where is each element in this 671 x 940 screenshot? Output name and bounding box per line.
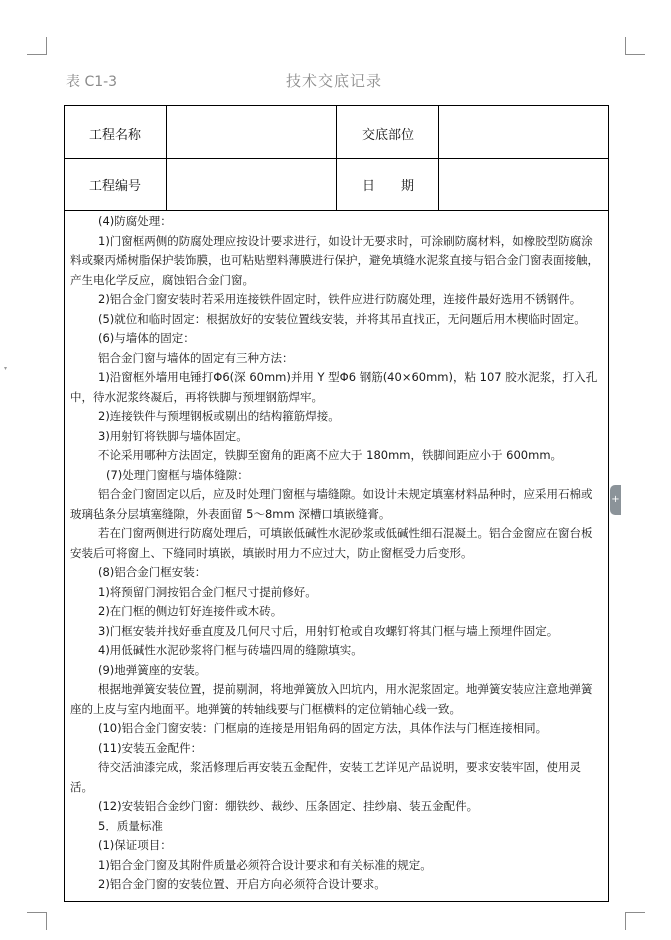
content-paragraph: (8)铝合金门框安装： [98,565,207,579]
content-paragraph: (11)安装五金配件： [98,740,203,755]
crop-mark-top-right [625,37,645,55]
col-divider-1 [166,106,167,210]
document-title: 技术交底记录 [286,72,383,90]
col-divider-3 [438,106,439,210]
content-paragraph: 根据地弹簧安装位置，提前剔洞，将地弹簧放入凹坑内，用水泥浆固定。地弹簧安装应注意地弹簧座的上皮与室内地面平。地弹簧的转轴线要与门框横料的定位销轴心线一致。 [70,682,593,716]
content-paragraph: (10)铝合金门窗安装：门框扇的连接是用铝角码的固定方法，具体作法与门框连接相同。 [98,721,548,735]
content-paragraph: 待交活油漆完成，浆活修理后再安装五金配件，安装工艺详见产品说明，要求安装牢固，使用灵活。 [70,760,581,794]
content-paragraph: 若在门窗两侧进行防腐处理后，可填嵌低碱性水泥砂浆或低碱性细石混凝土。铝合金窗应在窗台板安装后可将窗上、下缝同时填嵌，填嵌时用力不应过大，防止窗框受力后变形。 [70,526,593,560]
content-paragraph: 铝合金门窗与墙体的固定有三种方法： [98,350,294,365]
content-paragraph: (1)保证项目： [98,838,172,852]
content-paragraph: 2)铝合金门窗安装时若采用连接铁件固定时，铁件应进行防腐处理，连接件最好选用不锈钢件。 [98,292,582,306]
content-paragraph: 3)门框安装并找好垂直度及几何尺寸后，用射钉枪或自攻螺钉将其门框与墙上预埋件固定。 [98,623,559,638]
crop-mark-bottom-right [625,912,645,930]
content-paragraph: 不论采用哪种方法固定，铁脚至窗角的距离不应大于 180mm，铁脚间距应小于 600mm。 [98,448,563,462]
location-label: 交底部位 [362,128,415,143]
crop-mark-top-left [27,37,47,55]
content-paragraph: 铝合金门窗固定以后，应及时处理门窗框与墙缝隙。如设计未规定填塞材料品种时，应采用石棉或玻璃毡条分层填塞缝隙，外表面留 5～8mm 深槽口填嵌缝膏。 [70,487,593,521]
content-paragraph: 5．质量标准 [98,818,163,833]
content-paragraph: (7)处理门窗框与墙体缝隙： [106,467,249,482]
content-paragraph: 2)在门框的侧边钉好连接件或木砖。 [98,604,283,618]
content-paragraph: 1)将预留门洞按铝合金门框尺寸提前修好。 [98,584,317,599]
collapse-marker-icon[interactable]: ▾ [4,365,8,372]
content-paragraph: 1)门窗框两侧的防腐处理应按设计要求进行，如设计无要求时，可涂刷防腐材料，如橡胶型防腐涂料或聚丙烯树脂保护装饰膜，也可粘贴塑料薄膜进行保护，避免填缝水泥浆直接与铝合金门窗表面接触，产生电化学反应，腐蚀铝合金门窗。 [70,233,599,287]
content-paragraph: (6)与墙体的固定： [98,331,195,345]
project-name-label: 工程名称 [89,128,142,143]
disclosure-content [70,212,601,895]
col-divider-2 [336,106,337,210]
crop-mark-bottom-left [27,912,47,930]
content-paragraph: (12)安装铝合金纱门窗：绷铁纱、裁纱、压条固定、挂纱扇、装五金配件。 [98,799,479,813]
row-divider-2 [65,210,608,211]
content-paragraph: (9)地弹簧座的安装。 [98,662,207,677]
content-paragraph: 2)连接铁件与预埋钢板或剔出的结构箍筋焊接。 [98,409,340,423]
content-paragraph: (5)就位和临时固定：根据放好的安装位置线安装，并将其吊直找正，无问题后用木楔临时固定。 [98,311,586,326]
project-number-label: 工程编号 [89,179,142,194]
date-label: 日 期 [362,179,415,194]
content-paragraph: 3)用射钉将铁脚与墙体固定。 [98,428,248,443]
content-paragraph: (4)防腐处理： [98,214,172,228]
content-paragraph: 2)铝合金门窗的安装位置、开启方向必须符合设计要求。 [98,877,386,891]
side-expand-tab[interactable]: + [610,485,621,515]
content-paragraph: 4)用低碱性水泥砂浆将门框与砖墙四周的缝隙填实。 [98,643,363,657]
form-code: 表 C1-3 [66,74,118,90]
content-paragraph: 1)沿窗框外墙用电锤打Φ6(深 60mm)并用 Y 型Φ6 钢筋(40×60mm)，粘 107 胶水泥浆，打入孔中，待水泥浆终凝后，再将铁脚与预埋钢筋焊牢。 [70,370,598,404]
content-paragraph: 1)铝合金门窗及其附件质量必须符合设计要求和有关标准的规定。 [98,857,432,872]
disclosure-form [64,105,609,902]
